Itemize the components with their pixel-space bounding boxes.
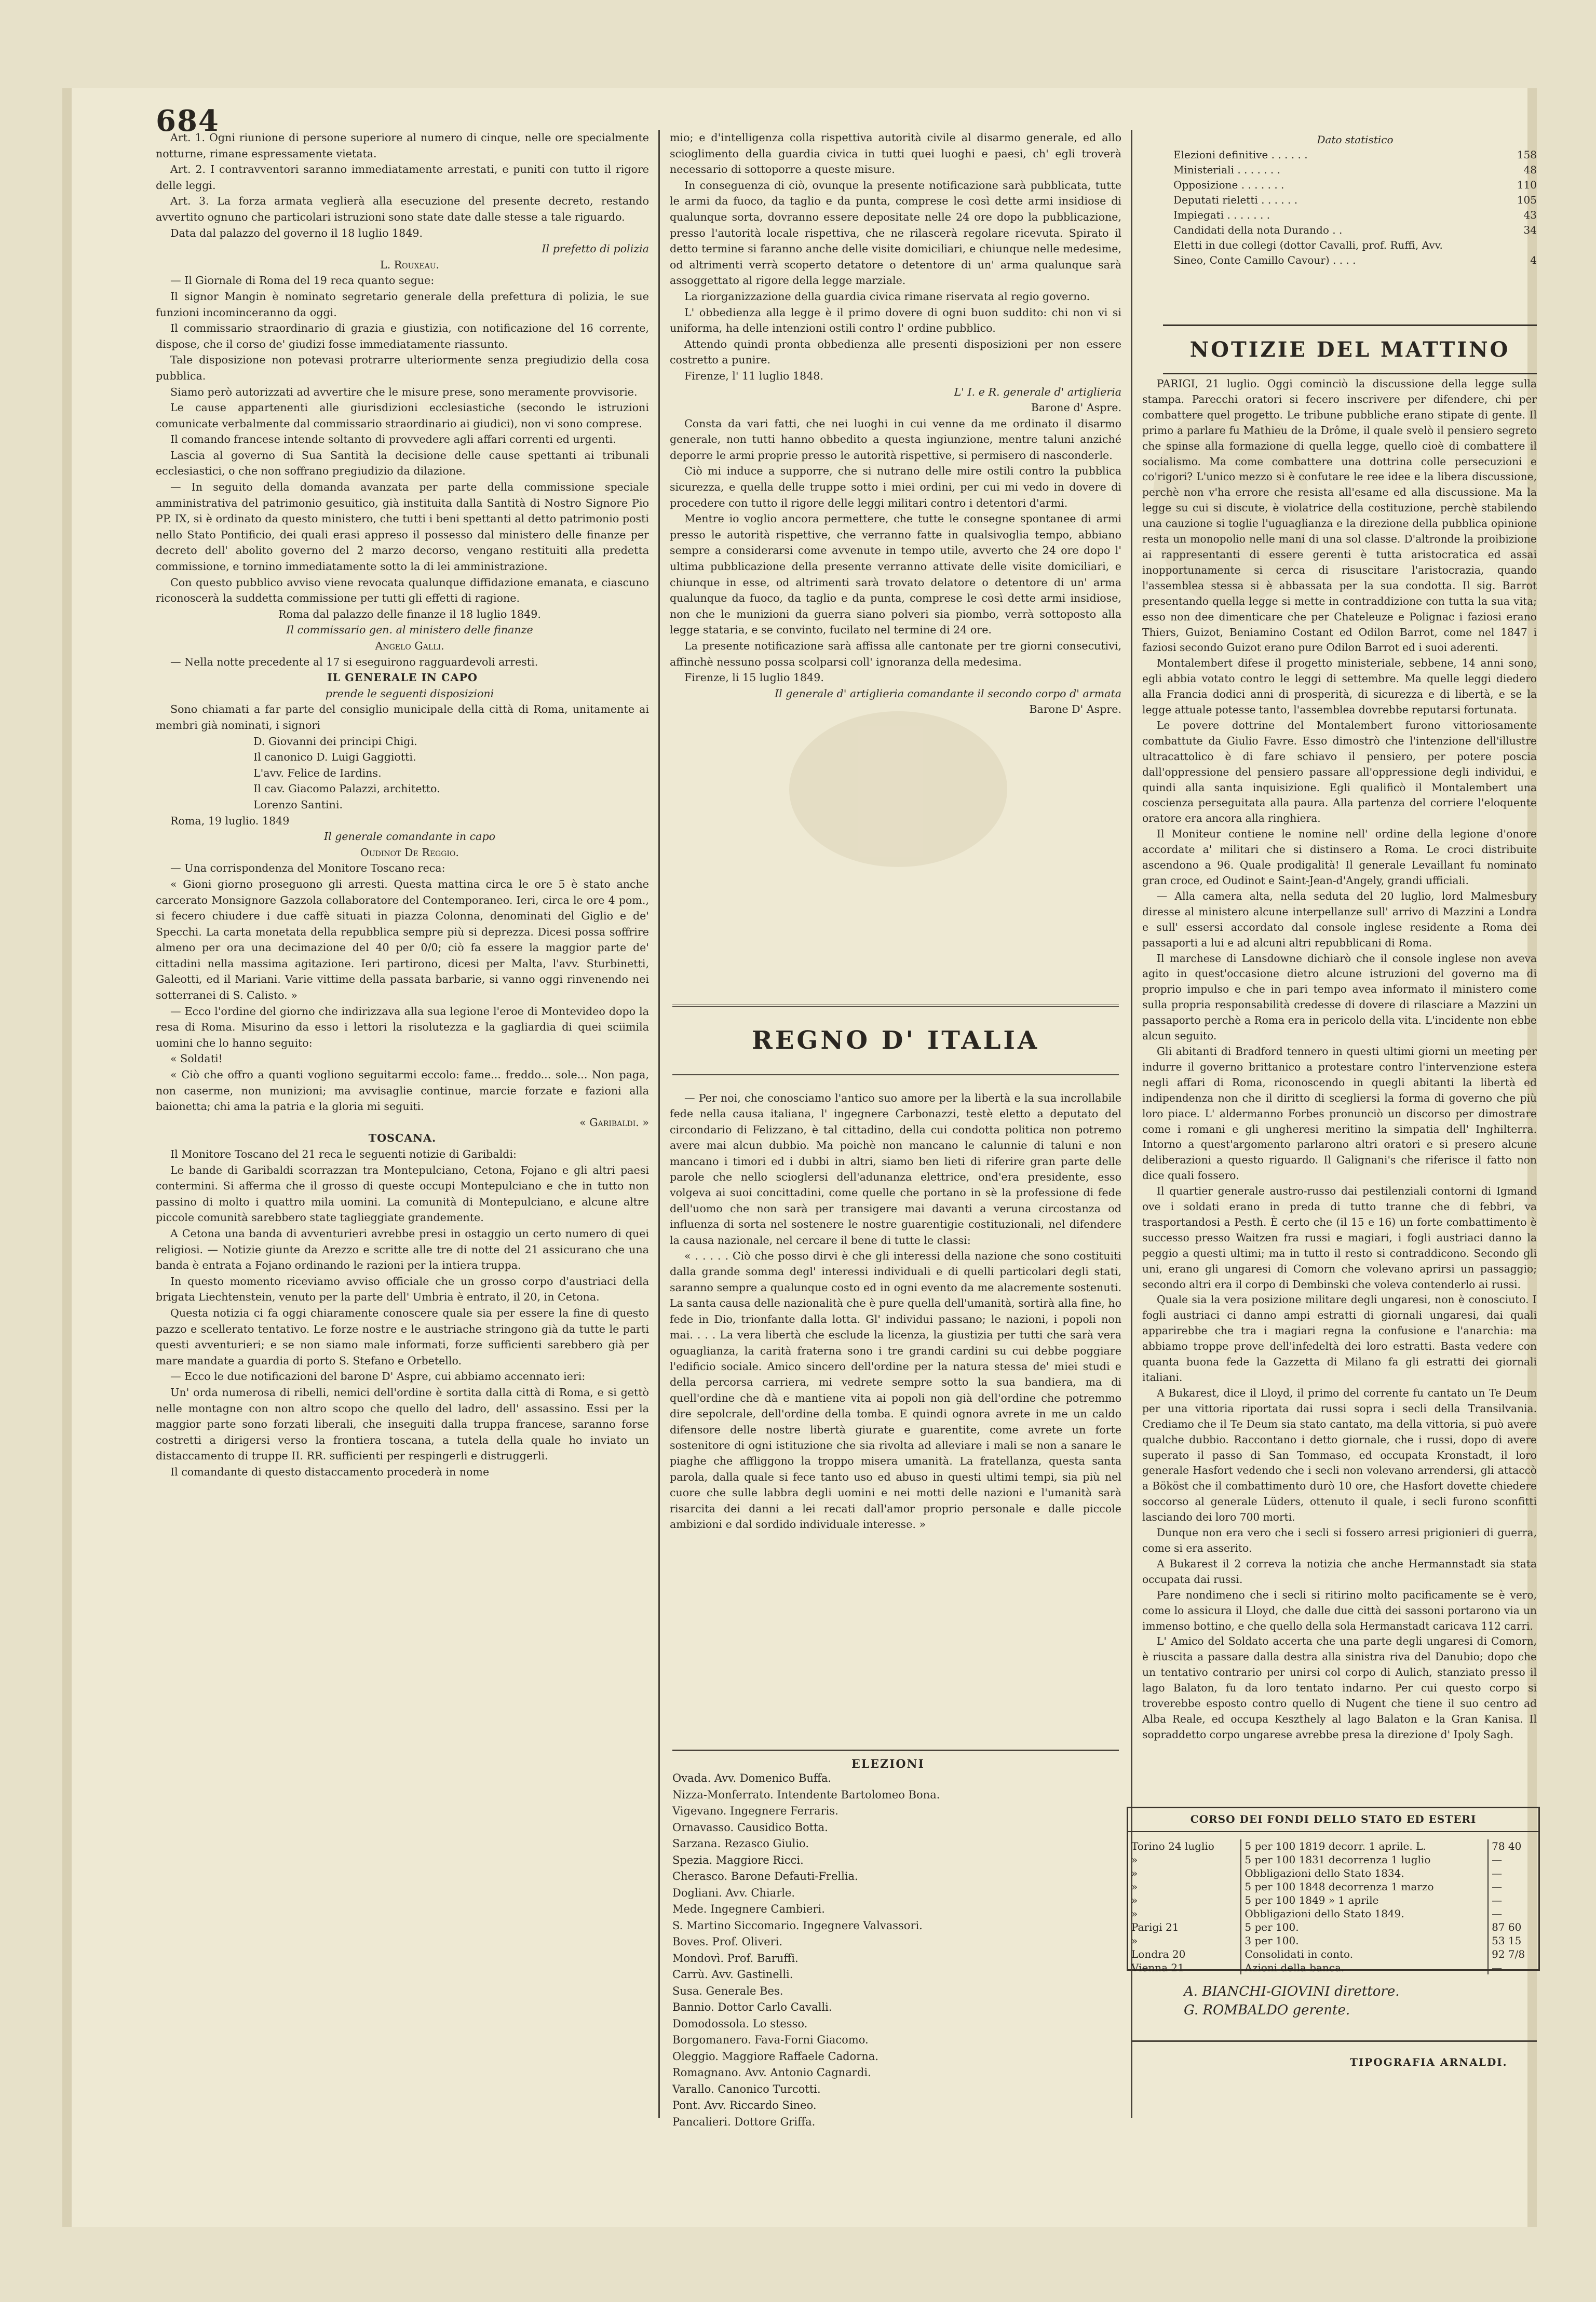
stat-label: Candidati della nota Durando . . [1173,224,1343,236]
table-cell: 5 per 100 1849 » 1 aprile [1241,1893,1488,1907]
article-paragraph: Lascia al governo di Sua Santità la decisione delle cause spettanti ai tribunali ecclesiastici, o che non soffrano pregiudizio da dilazione. [156,449,649,478]
column-3 [1142,376,1537,1743]
signature-name: Barone d' Aspre. [1031,401,1121,414]
stat-value: 34 [1523,224,1537,236]
elections-list [672,1770,994,2130]
table-cell: 5 per 100 1819 decorr. 1 aprile. L. [1241,1839,1488,1853]
elections-heading: ELEZIONI [851,1757,925,1771]
table-cell: 87 60 [1488,1920,1538,1934]
table-row [1128,1920,1538,1934]
table-row [1128,1853,1538,1866]
article-paragraph: mio; e d'intelligenza colla rispettiva autorità civile al disarmo generale, ed allo scioglimento della guardia civica in tutti quei luoghi e paesi, ch' egli troverà necessario di sottoporre a queste misure. [670,131,1121,176]
table-row [1128,1934,1538,1947]
article-paragraph: — Per noi, che conosciamo l'antico suo amore per la libertà e la sua incrollabile fede nella causa italiana, l' ingegnere Carbonazzi, testè eletto a deputato del circondario di Felizzano, è tal cittadino, della cui condotta politica non potremo avere mai alcun dubbio. Ma poichè non mancano le calunnie di taluni e non mancano i timori ed i dubbi in altri, siamo ben lieti di riferire gran parte delle parole che nello scioglersi dell'adunanza elettrice, ond'era presidente, esso volgeva ai suoi concittadini, come quelle che portano in sè la professione di fede dell'uomo che non sarà per transigere mai davanti a veruna circostanza od influenza di sorta nel sostenere le nostre guarentigie costituzionali, nel difendere la causa nazionale, nel cercare il bene di tutte le classi: [670,1092,1121,1247]
column-2-lower [670,1090,1121,1532]
section-rule [672,1750,1119,1751]
table-cell: Azioni della banca. [1241,1961,1488,1974]
list-item: Mondovì. Prof. Baruffi. [672,1952,799,1965]
dateline: Data dal palazzo del governo il 18 luglio 1849. [170,226,423,239]
list-item: Carrù. Avv. Gastinelli. [672,1968,793,1981]
article-paragraph: « Gioni giorno proseguono gli arresti. Questa mattina circa le ore 5 è stato anche carcerato Monsignore Gazzola collaboratore del Contemporaneo. Ieri, circa le ore 4 pom., si fecero chiudere i due caffè situati in piazza Colonna, denominati del Giglio e de' Specchi. La carta monetata della repubblica sempre più si deprezza. Dicesi possa soffrire almeno per ora una decimazione del 40 per 0/0; ciò fa essere la maggior parte de' cittadini nella massima agitazione. Ieri partirono, dicesi per Malta, l'avv. Sturbinetti, Galeotti, ed il Mariani. Varie vittime della passata barbarie, si vanno oggi rinvenendo nei sotterranei di S. Calisto. » [156,877,649,1002]
article-paragraph: A Bukarest, dice il Lloyd, il primo del corrente fu cantato un Te Deum per una vittoria riportata dai russi sopra i secli della Transilvania. Crediamo che il Te Deum sia stato cantato, ma della vittoria, si può avere qualche dubbio. Raccontano i detto giornale, che i russi, dopo di avere superato il passo di San Tommaso, ed occupata Kronstadt, il loro generale Hasfort vedendo che i secli non volevano arrendersi, gli attaccò a Bököst che il combattimento durò 10 ore, che Hasfort dovette chiedere soccorso al generale Lüders, ottenuto il quale, i secli furono sconfitti lasciando dei loro 700 morti. [1142,1386,1537,1524]
printer-imprint: TIPOGRAFIA ARNALDI. [1350,2056,1508,2068]
column-rule [658,130,660,2118]
table-cell: Parigi 21 [1131,1921,1179,1933]
article-paragraph: Il comandante di questo distaccamento procederà in nome [170,1465,490,1478]
article-paragraph: — In seguito della domanda avanzata per parte della commissione speciale amministrativa del patrimonio gesuitico, già instituita dalla Santità di Nostro Signore Pio PP. IX, si è ordinato da questo ministero, che tutti i beni spettanti al detto patrimonio posti nello Stato Pontificio, dei quali erasi appreso il possesso dal ministero delle finanze per decreto dell' abolito governo del 2 marzo decorso, vengano restituiti alla predetta commissione, e tornino immediatamente sotto la di lei amministrazione. [156,481,649,573]
list-item: Cherasco. Barone Defauti-Frellia. [672,1870,858,1883]
table-row [1128,1880,1538,1893]
editor-line: A. BIANCHI-GIOVINI direttore. [1184,1984,1400,1999]
list-item: Romagnano. Avv. Antonio Cagnardi. [672,2066,871,2079]
table-cell: 5 per 100 1831 decorrenza 1 luglio [1241,1853,1488,1866]
article-paragraph: La presente notificazione sarà affissa alle cantonate per tre giorni consecutivi, affinchè nessuno possa scolparsi coll' ignoranza della medesima. [670,640,1121,668]
article-paragraph: Il comando francese intende soltanto di provvedere agli affari correnti ed urgenti. [170,433,616,446]
stat-row [1173,163,1537,178]
table-cell: 92 7/8 [1488,1947,1538,1961]
stat-label: Opposizione . . . . . . . [1173,179,1284,191]
article-paragraph: — Ecco le due notificazioni del barone D' Aspre, cui abbiamo accennato ieri: [170,1370,586,1383]
stat-row [1173,147,1537,163]
section-heading: TOSCANA. [368,1132,437,1145]
signature-role: Il prefetto di polizia [542,242,649,255]
name-item: Il canonico D. Luigi Gaggiotti. [253,751,416,764]
article-paragraph: Il quartier generale austro-russo dai pestilenziali contorni di Igmand ove i soldati erano in preda di tutto tranne che di febbri, va trasportandosi a Pesth. È certo che (il 15 e 16) un forte combattimento è successo presso Waitzen fra russi e magiari, i fogli austriaci danno la peggio a questi ultimi; ma in tutto il resto si contraddicono. Secondo gli uni, erano gli ungaresi di Comorn che volevano aprirsi un passaggio; secondo altri era il corpo di Dembinski che voleva contenderlo ai russi. [1142,1185,1537,1291]
bond-quotes-table [1127,1807,1540,1974]
article-paragraph: Quale sia la vera posizione militare degli ungaresi, non è conosciuto. I fogli austriaci ci danno ampi estratti di giornali ungaresi, dai quali apparirebbe che tra i magiari regna la confusione e l'anarchia: ma abbiamo troppe prove dell'infedeltà dei loro estratti. Basta vedere con quanta buona fede la Gazzetta di Milano fa gli estratti dei giornali italiani. [1142,1293,1537,1384]
name-item: D. Giovanni dei principi Chigi. [253,735,417,748]
list-item: Varallo. Canonico Turcotti. [672,2082,821,2095]
signature-name: Barone D' Aspre. [1029,703,1121,716]
dateline: Roma, 19 luglio. 1849 [170,814,290,827]
article-paragraph: Pare nondimeno che i secli si ritirino molto pacificamente se è vero, come lo assicura il Lloyd, che dalle due città dei sassoni portarono via un immenso bottino, e che quello della sola Hermanstadt caricava 112 carri. [1142,1588,1537,1632]
article-paragraph: Il marchese di Lansdowne dichiarò che il console inglese non aveva agito in quest'occasione dietro alcune istruzioni del governo ma di proprio impulso e che in pari tempo avea informato il ministero come sulla propria responsabilità credesse di dovere di rilasciare a Mazzini un passaporto perchè a Roma era in pericolo della vita. L'incidente non ebbe alcun seguito. [1142,952,1537,1042]
list-item: Oleggio. Maggiore Raffaele Cadorna. [672,2050,878,2063]
table-cell: Londra 20 [1131,1948,1186,1960]
list-item: Boves. Prof. Oliveri. [672,1935,783,1948]
list-item: Nizza-Monferrato. Intendente Bartolomeo Bona. [672,1788,940,1801]
signature-name: « Garibaldi. » [579,1116,649,1129]
list-item: Ornavasso. Causidico Botta. [672,1821,828,1834]
table-row [1128,1839,1538,1853]
page-edge-left [62,88,72,2227]
table-cell: — [1488,1893,1538,1907]
section-rule [1132,2040,1537,2042]
paper-stain [789,711,1007,867]
table-cell: — [1488,1866,1538,1880]
article-paragraph: Sono chiamati a far parte del consiglio municipale della città di Roma, unitamente ai membri già nominati, i signori [156,703,649,732]
list-item: Domodossola. Lo stesso. [672,2017,808,2030]
stat-row [1173,193,1537,208]
stat-row [1173,208,1537,223]
statistics-box [1173,132,1537,268]
list-item: Sarzana. Rezasco Giulio. [672,1837,809,1850]
article-paragraph: Art. 3. La forza armata veglierà alla esecuzione del presente decreto, restando avvertito ognuno che particolari istruzioni sono state date dalle stesse a tale riguardo. [156,195,649,223]
stat-value: 110 [1517,179,1537,191]
manager-line: G. ROMBALDO gerente. [1184,2002,1350,2018]
table-title: CORSO DEI FONDI DELLO STATO ED ESTERI [1128,1808,1538,1832]
article-paragraph: In conseguenza di ciò, ovunque la presente notificazione sarà pubblicata, tutte le armi da fuoco, da taglio e da punta, comprese le così dette armi insidiose di qualunque sorta, dovranno essere depositate nelle 24 ore dopo la pubblicazione, presso l'autorità locale rispettiva, che ne rilascerà regolare ricevuta. Spirato il detto termine si faranno anche delle visite domiciliari, e chiunque nelle medesime, od altrimenti verrà scoperto detatore o detentore di un' arma qualunque sarà assoggettato al rigore della legge marziale. [670,179,1121,287]
article-paragraph: Le cause appartenenti alle giurisdizioni ecclesiastiche (secondo le istruzioni comunicate verbalmente dal commissario straordinario ai giudici), non vi sono comprese. [156,401,649,430]
stat-label: Elezioni definitive . . . . . . [1173,148,1308,161]
article-paragraph: Art. 1. Ogni riunione di persone superiore al numero di cinque, nelle ore specialmente notturne, rimane espressamente vietata. [156,131,649,160]
table-cell: — [1488,1961,1538,1974]
table-cell: 78 40 [1488,1839,1538,1853]
article-paragraph: Attendo quindi pronta obbedienza alle presenti disposizioni per non essere costretto a punire. [670,337,1121,367]
table-cell: » [1131,1880,1138,1893]
article-paragraph: Siamo però autorizzati ad avvertire che le misure prese, sono meramente provvisorie. [170,385,638,398]
statistics-title: Dato statistico [1317,133,1394,146]
article-paragraph: In questo momento riceviamo avviso officiale che un grosso corpo d'austriaci della brigata Liechtenstein, venuto per la parte dell' Umbria è entrato, il 20, in Cetona. [156,1275,649,1304]
article-paragraph: « Soldati! [170,1052,223,1065]
stat-row [1173,223,1537,238]
stat-label: Impiegati . . . . . . . [1173,209,1270,221]
stat-row [1173,238,1537,268]
table-cell: Obbligazioni dello Stato 1849. [1241,1907,1488,1920]
table-row [1128,1961,1538,1974]
article-paragraph: Il signor Mangin è nominato segretario generale della prefettura di polizia, le sue funzioni incominceranno da oggi. [156,290,649,319]
section-banner-regno: REGNO D' ITALIA [672,1005,1119,1076]
article-paragraph: Le povere dottrine del Montalembert furono vittoriosamente combattute da Giulio Favre. Esso dimostrò che l'intenzione dell'illustre ultracattolico è di fare schiavo il pensiero, per potere poscia dall'oppressione del pensiero passare all'oppressione degli individui, e quindi alla santa inquisizione. Egli qualificò il Montalembert una coscienza perseguitata alla paura. Alla partenza del corriere l'eloquente oratore era ancora alla ringhiera. [1142,719,1537,825]
list-item: Pancalieri. Dottore Griffa. [672,2115,816,2128]
name-item: Lorenzo Santini. [253,798,343,811]
article-paragraph: Un' orda numerosa di ribelli, nemici dell'ordine è sortita dalla città di Roma, e si gettò nelle montagne con non altro scopo che quello del ladro, dell' assassino. Essi per la maggior parte sono forzati liberali, che inseguiti dalla truppa francese, saranno forse costretti a dirigersi verso la frontiera toscana, a tutela della quale ho inviato un distaccamento di truppe II. RR. sufficienti per respingerli e distruggerli. [156,1386,649,1463]
article-paragraph: — Una corrispondenza del Monitore Toscano reca: [170,862,445,875]
table-cell: Torino 24 luglio [1131,1840,1214,1852]
article-paragraph: Il Monitore Toscano del 21 reca le seguenti notizie di Garibaldi: [170,1148,517,1160]
article-paragraph: La riorganizzazione della guardia civica rimane riservata al regio governo. [684,290,1090,303]
article-paragraph: Consta da vari fatti, che nei luoghi in cui venne da me ordinato il disarmo generale, non tutti hanno obbedito a questa ingiunzione, mentre taluni anziché deporre le armi proprie presso le autorità rispettive, si permisero di nasconderle. [670,417,1121,462]
table-cell: 5 per 100. [1241,1920,1488,1934]
table-cell: 3 per 100. [1241,1934,1488,1947]
table-cell: » [1131,1867,1138,1879]
table-cell: » [1131,1907,1138,1920]
article-paragraph: A Cetona una banda di avventurieri avrebbe presi in ostaggio un certo numero di quei religiosi. — Notizie giunte da Arezzo e scritte alle tre di notte del 21 assicurano che una banda è entrata a Fojano ordinando le razioni per la intiera truppa. [156,1227,649,1272]
article-paragraph: Mentre io voglio ancora permettere, che tutte le consegne spontanee di armi presso le autorità rispettive, che verranno fatte in qualsivoglia tempo, abbiano sempre a considerarsi come avvenute in tempo utile, avverto che 24 ore dopo l' ultima pubblicazione della presente verranno attivate delle visite domiciliari, e chiunque in esse, od altrimenti sarà trovato delatore o detentore di un' arma qualunque da fuoco, da taglio e da punta, comprese le così dette armi insidiose, non che le munizioni da guerra siano polveri sia piombo, verrà sottoposto alla legge stataria, e se convinto, fucilato nel termine di 24 ore. [670,512,1121,637]
list-item: Vigevano. Ingegnere Ferraris. [672,1805,838,1817]
article-paragraph: Art. 2. I contravventori saranno immediatamente arrestati, e puniti con tutto il rigore delle leggi. [156,163,649,192]
table-cell: — [1488,1853,1538,1866]
quotes-table [1128,1839,1538,1974]
article-paragraph: — Il Giornale di Roma del 19 reca quanto segue: [170,274,435,287]
list-item: Ovada. Avv. Domenico Buffa. [672,1772,832,1784]
table-cell: Vienna 21 [1131,1961,1184,1974]
table-cell: 5 per 100 1848 decorrenza 1 marzo [1241,1880,1488,1893]
signature-role: Il generale comandante in capo [323,830,496,843]
table-cell: 53 15 [1488,1934,1538,1947]
dateline: Firenze, l' 11 luglio 1848. [684,369,823,382]
dateline: Firenze, li 15 luglio 1849. [684,671,824,684]
list-item: Dogliani. Avv. Chiarle. [672,1886,795,1899]
article-paragraph: L' Amico del Soldato accerta che una parte degli ungaresi di Comorn, è riuscita a passare dalla destra alla sinistra riva del Danubio; dopo che un tentativo contrario per unirsi col corpo di Aulich, stanziato presso il lago Balaton, fu da loro tentato indarno. Per cui questo corpo si troverebbe esposto contro quello di Nugent che tiene il suo centro ad Alba Reale, ed occupa Keszthely al lago Balaton e la Gran Kanisa. Il sopraddetto corpo ungarese avrebbe presa la direzione d' Ipoly Sagh. [1142,1635,1537,1741]
stat-label: Eletti in due collegi (dottor Cavalli, prof. Ruffi, Avv. Sineo, Conte Camillo Cavour) . . . . [1173,239,1443,266]
table-cell: » [1131,1894,1138,1906]
article-paragraph: — Ecco l'ordine del giorno che indirizzava alla sua legione l'eroe di Montevideo dopo la resa di Roma. Misurino da esso i lettori la risolutezza e la gagliardia di quei sciimila uomini che lo hanno seguito: [156,1005,649,1049]
section-banner-notizie: NOTIZIE DEL MATTINO [1163,324,1537,374]
table-cell: » [1131,1934,1138,1947]
stat-row [1173,178,1537,193]
article-paragraph: « . . . . . Ciò che posso dirvi è che gli interessi della nazione che sono costituiti dalla grande somma degl' interessi individuali e di quelli particolari degli stati, saranno sempre a qualunque costo ed in ogni evento da me alacremente sostenuti. La santa causa delle nazionalità che è pure quella dell'umanità, sortirà alla fine, ho fede in Dio, trionfante dalla lotta. Gl' individui passano; le nazioni, i popoli non mai. . . . La vera libertà che esclude la licenza, la giustizia per tutti che sarà vera oguaglianza, la carità fraterna sono i tre grandi cardini su cui debbe poggiare l'edificio sociale. Amico sincero dell'ordine per la natura stessa de' miei studi e della percorsa carriera, mi vedrete sempre sotto la sua bandiera, ma di quell'ordine che dà e mantiene vita ai popoli non già dell'ordine che potremmo dire sepolcrale, dell'ordine della tomba. E quindi ognora avrete in me un caldo difensore delle nostre libertà giurate e guarentite, come avrete un forte sostenitore di ogni istituzione che sia rivolta ad alleviare i mali se non a sanare le piaghe che affliggono la troppo misera umanità. La fratellanza, questa santa parola, dalla quale si fece tanto uso ed abuso in questi ultimi tempi, sia più nel cuore che sulle labbra degli uomini e nei motti delle nazioni e l'umanità sarà risarcita dei danni a lei recati dall'amor proprio personale e dalle piccole ambizioni e dal sordido individuale interesse. » [670,1250,1121,1531]
article-paragraph: Le bande di Garibaldi scorrazzan tra Montepulciano, Cetona, Fojano e gli altri paesi contermini. Si afferma che il grosso di queste occupi Montepulciano e che in tutto non passino di molto i quattro mila uomini. La comunità di Montepulciano, e alcune altre piccole comunità sarebbero state taglieggiate grandemente. [156,1163,649,1224]
stat-label: Ministeriali . . . . . . . [1173,164,1280,176]
list-item: Borgomanero. Fava-Forni Giacomo. [672,2034,869,2046]
article-paragraph: Questa notizia ci fa oggi chiaramente conoscere quale sia per essere la fine di questo pazzo e scellerato tentativo. Le forze nostre e le austriache stringono già da tutte le parti questi avventurieri; e se non siamo male informati, forze sufficienti sarebbero già per mare mandate a guardia di porto S. Stefano e Orbetello. [156,1306,649,1367]
signature-name: Angelo Galli. [375,640,444,652]
list-item: Spezia. Maggiore Ricci. [672,1853,804,1866]
table-row [1128,1893,1538,1907]
article-paragraph: Ciò mi induce a supporre, che si nutrano delle mire ostili contro la pubblica sicurezza, e quella delle truppe sotto i miei ordini, per cui mi vedo in dovere di procedere con tutto il rigore delle leggi militari contro i detentori d'armi. [670,465,1121,509]
imprint-signatures [1184,1982,1399,2020]
article-paragraph: Con questo pubblico avviso viene revocata qualunque diffidazione emanata, e ciascuno riconoscerà la suddetta commissione per tutti gli effetti di ragione. [156,576,649,605]
article-paragraph: A Bukarest il 2 correva la notizia che anche Hermannstadt sia stata occupata dai russi. [1142,1557,1537,1586]
article-paragraph: — Nella notte precedente al 17 si eseguirono ragguardevoli arresti. [170,655,538,668]
table-row [1128,1866,1538,1880]
stat-value: 4 [1530,254,1537,266]
signature-name: L. Rouxeau. [380,258,440,271]
list-item: Bannio. Dottor Carlo Cavalli. [672,2001,832,2013]
name-item: L'avv. Felice de Iardins. [253,766,382,779]
table-row [1128,1947,1538,1961]
section-heading: IL GENERALE IN CAPO [327,671,478,684]
signature-role: L' I. e R. generale d' artiglieria [954,385,1121,398]
dateline: Roma dal palazzo delle finanze il 18 luglio 1849. [278,607,541,620]
table-row [1128,1907,1538,1920]
list-item: Mede. Ingegnere Cambieri. [672,1903,825,1915]
article-paragraph: PARIGI, 21 luglio. Oggi cominciò la discussione della legge sulla stampa. Parecchi oratori si fecero inscrivere per difendere, chi per combattere quel progetto. Le tribune pubbliche erano stipate di gente. Il primo a parlare fu Mathieu de la Drôme, il quale svelò il pensiero segreto che spinse alla formazione di quella legge, quello cioè di combattere il socialismo. Ma come combattere una dottrina colle persecuzioni e co'rigori? L'unico mezzo si è confutare le ree idee e la libera discussione, perchè non v'ha errore che resista all'esame ed alla discussione. Ma la legge su cui si discute, è violatrice della costituzione, perchè stabilendo una cauzione si toglie l'uguaglianza e la direzione della pubblica opinione resta un monopolio nelle mani di una sol classe. D'altronde la proibizione ai rappresentanti di essere gerenti è tutta aristocratica ed assai inopportunamente si cerca di risuscitare l'aristocrazia, quando l'assemblea stessa si è abbassata per la sua condotta. Il sig. Barrot presentando quella legge si mette in contraddizione con tutta la sua vita; esso non dee dimenticare che per Chateleuze e Polignac i faziosi erano Thiers, Guizot, Beniamino Costant ed Odilon Barrot, come nel 1847 i faziosi secondo Guizot erano pure Odilon Barrot ed i suoi aderenti. [1142,377,1537,654]
table-cell: — [1488,1907,1538,1920]
stat-value: 48 [1523,164,1537,176]
article-paragraph: Montalembert difese il progetto ministeriale, sebbene, 14 anni sono, egli abbia votato contro le leggi di settembre. Ma quelle leggi diedero alla Francia dodici anni di prosperità, di sicurezza e di libertà, e se la legge attuale potesse tanto, l'assemblea dovrebbe reputarsi fortunata. [1142,657,1537,716]
article-paragraph: — Alla camera alta, nella seduta del 20 luglio, lord Malmesbury diresse al ministero alcune interpellanze sull' arrivo di Mazzini a Londra e sull' essersi accordato dal console inglese residente a Roma dei passaporti a lui e ad alcuni altri repubblicani di Roma. [1142,889,1537,949]
article-paragraph: Gli abitanti di Bradford tennero in questi ultimi giorni un meeting per indurre il governo brittanico a protestare contro l'intervenzione estera negli affari di Roma, riconoscendo in quegli abitanti la libertà ed indipendenza non che il diritto di scegliersi la forma di governo che più loro piace. L' aldermanno Forbes pronunciò un discorso per dimostrare come i romani e gli ungheresi meritino la simpatia dell' Inghilterra. Intorno a quest'argomento parlarono altri oratori e si presero alcune deliberazioni a questo riguardo. Il Galignani's che riferisce il fatto non dice quali fossero. [1142,1045,1537,1182]
column-2 [670,130,1121,717]
stat-value: 43 [1523,209,1537,221]
list-item: Susa. Generale Bes. [672,1984,783,1997]
stat-label: Deputati rieletti . . . . . . [1173,194,1298,206]
list-item: Pont. Avv. Riccardo Sineo. [672,2099,817,2111]
list-item: S. Martino Siccomario. Ingegnere Valvassori. [672,1919,923,1932]
article-paragraph: « Ciò che offro a quanti vogliono seguitarmi eccolo: fame... freddo... sole... Non paga, non caserme, non munizioni; ma avvisaglie continue, marcie forzate e fazioni alla baionetta; chi ama la patria e la gloria mi seguiti. [156,1068,649,1113]
article-paragraph: Tale disposizione non potevasi protrarre ulteriormente senza pregiudizio della cosa pubblica. [156,354,649,382]
article-paragraph: Il commissario straordinario di grazia e giustizia, con notificazione del 16 corrente, dispose, che il corso de' giudizi fosse immediatamente riassunto. [156,322,649,350]
name-item: Il cav. Giacomo Palazzi, architetto. [253,782,440,795]
page-number: 684 [156,104,220,138]
stat-value: 105 [1517,194,1537,206]
article-paragraph: Dunque non era vero che i secli si fossero arresi prigionieri di guerra, come si era asserito. [1142,1526,1537,1554]
table-cell: Consolidati in conto. [1241,1947,1488,1961]
article-paragraph: Il Moniteur contiene le nomine nell' ordine della legione d'onore accordate a' militari che si distinsero a Roma. Le croci distribuite ascendono a 96. Quale prodigalità! Il generale Levaillant fu nominato gran croce, ed Oudinot e Saint-Jean-d'Angely, grandi ufficiali. [1142,828,1537,887]
table-cell: Obbligazioni dello Stato 1834. [1241,1866,1488,1880]
section-subheading: prende le seguenti disposizioni [325,687,494,700]
signature-role: Il generale d' artiglieria comandante il secondo corpo d' armata [774,687,1121,700]
column-1 [156,130,649,1480]
table-cell: » [1131,1853,1138,1866]
stat-value: 158 [1517,148,1537,161]
signature-name: Oudinot De Reggio. [360,846,459,859]
signature-role: Il commissario gen. al ministero delle finanze [286,624,533,637]
table-cell: — [1488,1880,1538,1893]
article-paragraph: L' obbedienza alla legge è il primo dovere di ogni buon suddito: chi non vi si uniforma, ha delle intenzioni ostili contro l' ordine pubblico. [670,306,1121,335]
